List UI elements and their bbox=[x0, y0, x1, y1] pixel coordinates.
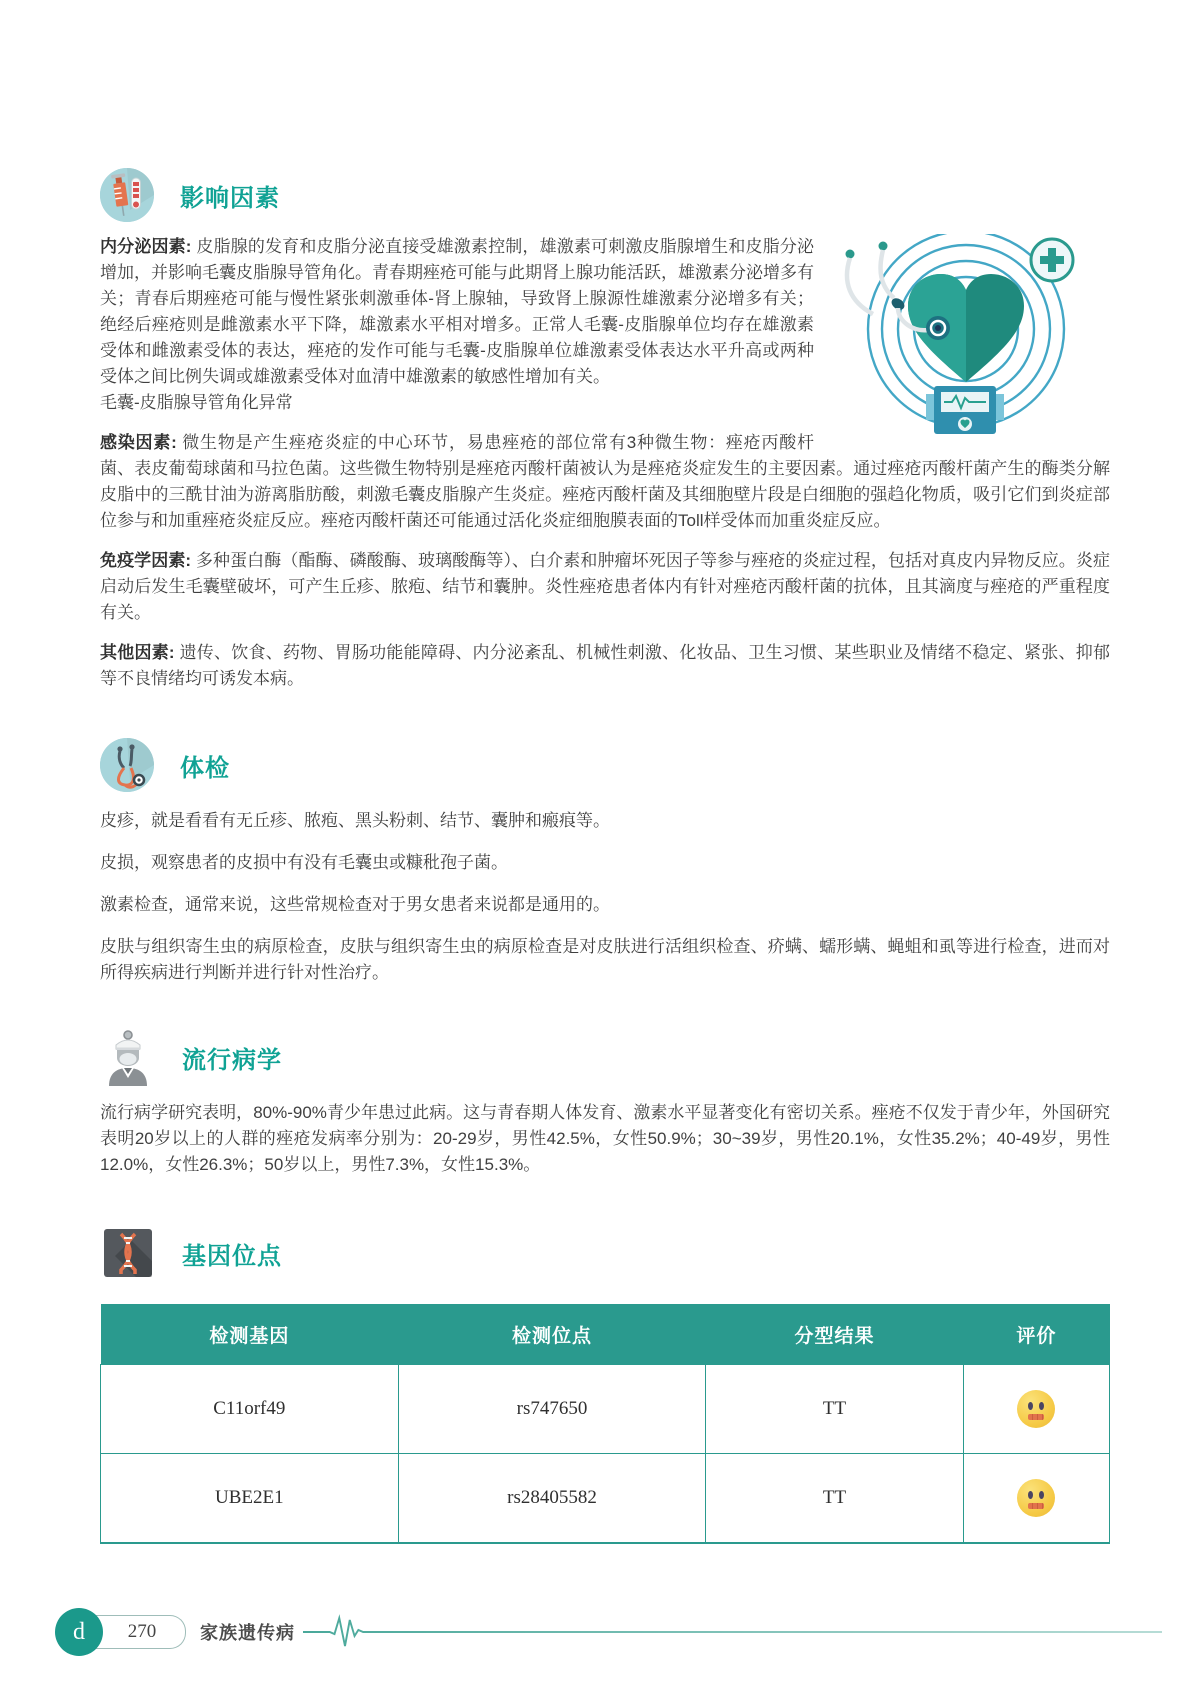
page-number: 270 bbox=[91, 1615, 186, 1649]
neutral-face-emoji bbox=[1017, 1479, 1055, 1517]
cell-gene: C11orf49 bbox=[101, 1365, 399, 1454]
syringe-thermometer-icon bbox=[100, 168, 154, 222]
column-header-locus: 检测位点 bbox=[398, 1304, 706, 1365]
paragraph-epidemiology: 流行病学研究表明，80%-90%青少年患过此病。这与青春期人体发育、激素水平显著变化有密切关系。痤疮不仅发于青少年，外国研究表明20岁以上的人群的痤疮发病率分别为：20-29岁，男性42.5%，女性50.9%；30~39岁，男性20.1%，女性35.2%；40-49岁，男性12.0%，女性26.3%；50岁以上，男性7.3%，女性15.3%。 bbox=[100, 1103, 1110, 1174]
paragraph-immunology bbox=[100, 548, 1110, 626]
page-footer bbox=[55, 1606, 1162, 1658]
paragraph-lead: 其他因素: bbox=[100, 643, 175, 662]
paragraph-text: 多种蛋白酶（酯酶、磷酸酶、玻璃酸酶等）、白介素和肿瘤坏死因子等参与痤疮的炎症过程，包括对真皮内异物反应。炎症启动后发生毛囊壁破坏，可产生丘疹、脓疱、结节和囊肿。炎性痤疮患者体内有针对痤疮丙酸杆菌的抗体，且其滴度与痤疮的严重程度有关。 bbox=[100, 551, 1110, 622]
section-header-genes bbox=[100, 1226, 1110, 1280]
section-title-factors: 影响因素 bbox=[180, 184, 280, 212]
paragraph-rash: 皮疹，就是看看有无丘疹、脓疱、黑头粉刺、结节、囊肿和瘢痕等。 bbox=[100, 811, 610, 830]
section-title-physical: 体检 bbox=[180, 754, 230, 782]
column-header-rating: 评价 bbox=[963, 1304, 1109, 1365]
gene-table-header-row bbox=[101, 1304, 1110, 1365]
cell-rating bbox=[963, 1454, 1109, 1544]
paragraph-hormone: 激素检查，通常来说，这些常规检查对于男女患者来说都是通用的。 bbox=[100, 895, 610, 914]
cell-gene: UBE2E1 bbox=[101, 1454, 399, 1544]
page-content bbox=[100, 168, 1110, 1544]
footer-corner-badge: d bbox=[55, 1608, 103, 1656]
neutral-face-emoji bbox=[1017, 1390, 1055, 1428]
stethoscope-icon bbox=[100, 738, 154, 792]
paragraph-lead: 免疫学因素: bbox=[100, 551, 192, 570]
paragraph-lesion: 皮损，观察患者的皮损中有没有毛囊虫或糠秕孢子菌。 bbox=[100, 853, 508, 872]
paragraph-lead: 内分泌因素: bbox=[100, 237, 192, 256]
table-row bbox=[101, 1454, 1110, 1544]
paragraph-other bbox=[100, 640, 1110, 692]
column-header-gene: 检测基因 bbox=[101, 1304, 399, 1365]
paragraph-text: 微生物是产生痤疮炎症的中心环节，易患痤疮的部位常有3种微生物：痤疮丙酸杆菌、表皮葡萄球菌和马拉色菌。这些微生物特别是痤疮丙酸杆菌被认为是痤疮炎症发生的主要因素。通过痤疮丙酸杆菌产生的酶类分解皮脂中的三酰甘油为游离脂肪酸，刺激毛囊皮脂腺产生炎症。痤疮丙酸杆菌及其细胞壁片段是白细胞的强趋化物质，吸引它们到炎症部位参与和加重痤疮炎症反应。痤疮丙酸杆菌还可能通过活化炎症细胞膜表面的Toll样受体而加重炎症反应。 bbox=[100, 433, 1110, 530]
ecg-line bbox=[303, 1612, 1162, 1652]
column-header-genotype: 分型结果 bbox=[706, 1304, 963, 1365]
paragraph-endocrine bbox=[100, 234, 1110, 416]
book-title: 家族遗传病 bbox=[200, 1623, 295, 1643]
cell-genotype: TT bbox=[706, 1365, 963, 1454]
paragraph-duct-keratosis: 毛囊-皮脂腺导管角化异常 bbox=[100, 393, 293, 412]
cell-locus: rs28405582 bbox=[398, 1454, 706, 1544]
cell-genotype: TT bbox=[706, 1454, 963, 1544]
paragraph-infection bbox=[100, 430, 1110, 534]
section-header-factors bbox=[100, 168, 1110, 222]
paragraph-text: 遗传、饮食、药物、胃肠功能能障碍、内分泌紊乱、机械性刺激、化妆品、卫生习惯、某些职业及情绪不稳定、紧张、抑郁等不良情绪均可诱发本病。 bbox=[100, 643, 1110, 688]
paragraph-text: 皮脂腺的发育和皮脂分泌直接受雄激素控制，雄激素可刺激皮脂腺增生和皮脂分泌增加，并影响毛囊皮脂腺导管角化。青春期痤疮可能与此期肾上腺功能活跃，雄激素分泌增多有关；青春后期痤疮可能与慢性紧张刺激垂体-肾上腺轴，导致肾上腺源性雄激素分泌增多有关；绝经后痤疮则是雌激素水平下降，雄激素水平相对增多。正常人毛囊-皮脂腺单位均存在雄激素受体和雌激素受体的表达，痤疮的发作可能与毛囊-皮脂腺单位雄激素受体表达水平升高或两种受体之间比例失调或雄激素受体对血清中雄激素的敏感性增加有关。 bbox=[100, 237, 814, 386]
section-title-genes: 基因位点 bbox=[182, 1242, 282, 1270]
section-title-epidemiology: 流行病学 bbox=[182, 1046, 282, 1074]
section-header-physical bbox=[100, 738, 1110, 792]
paragraph-lead: 感染因素: bbox=[100, 433, 177, 452]
paragraph-parasite: 皮肤与组织寄生虫的病原检查，皮肤与组织寄生虫的病原检查是对皮肤进行活组织检查、疥螨、蠕形螨、蝇蛆和虱等进行检查，进而对所得疾病进行判断并进行针对性治疗。 bbox=[100, 937, 1110, 982]
cell-locus: rs747650 bbox=[398, 1365, 706, 1454]
heart-care-illustration bbox=[828, 234, 1110, 439]
section-header-epidemiology bbox=[100, 1030, 1110, 1084]
doctor-icon bbox=[100, 1029, 156, 1085]
gene-table bbox=[100, 1304, 1110, 1544]
table-row bbox=[101, 1365, 1110, 1454]
dna-icon bbox=[100, 1225, 156, 1281]
cell-rating bbox=[963, 1365, 1109, 1454]
